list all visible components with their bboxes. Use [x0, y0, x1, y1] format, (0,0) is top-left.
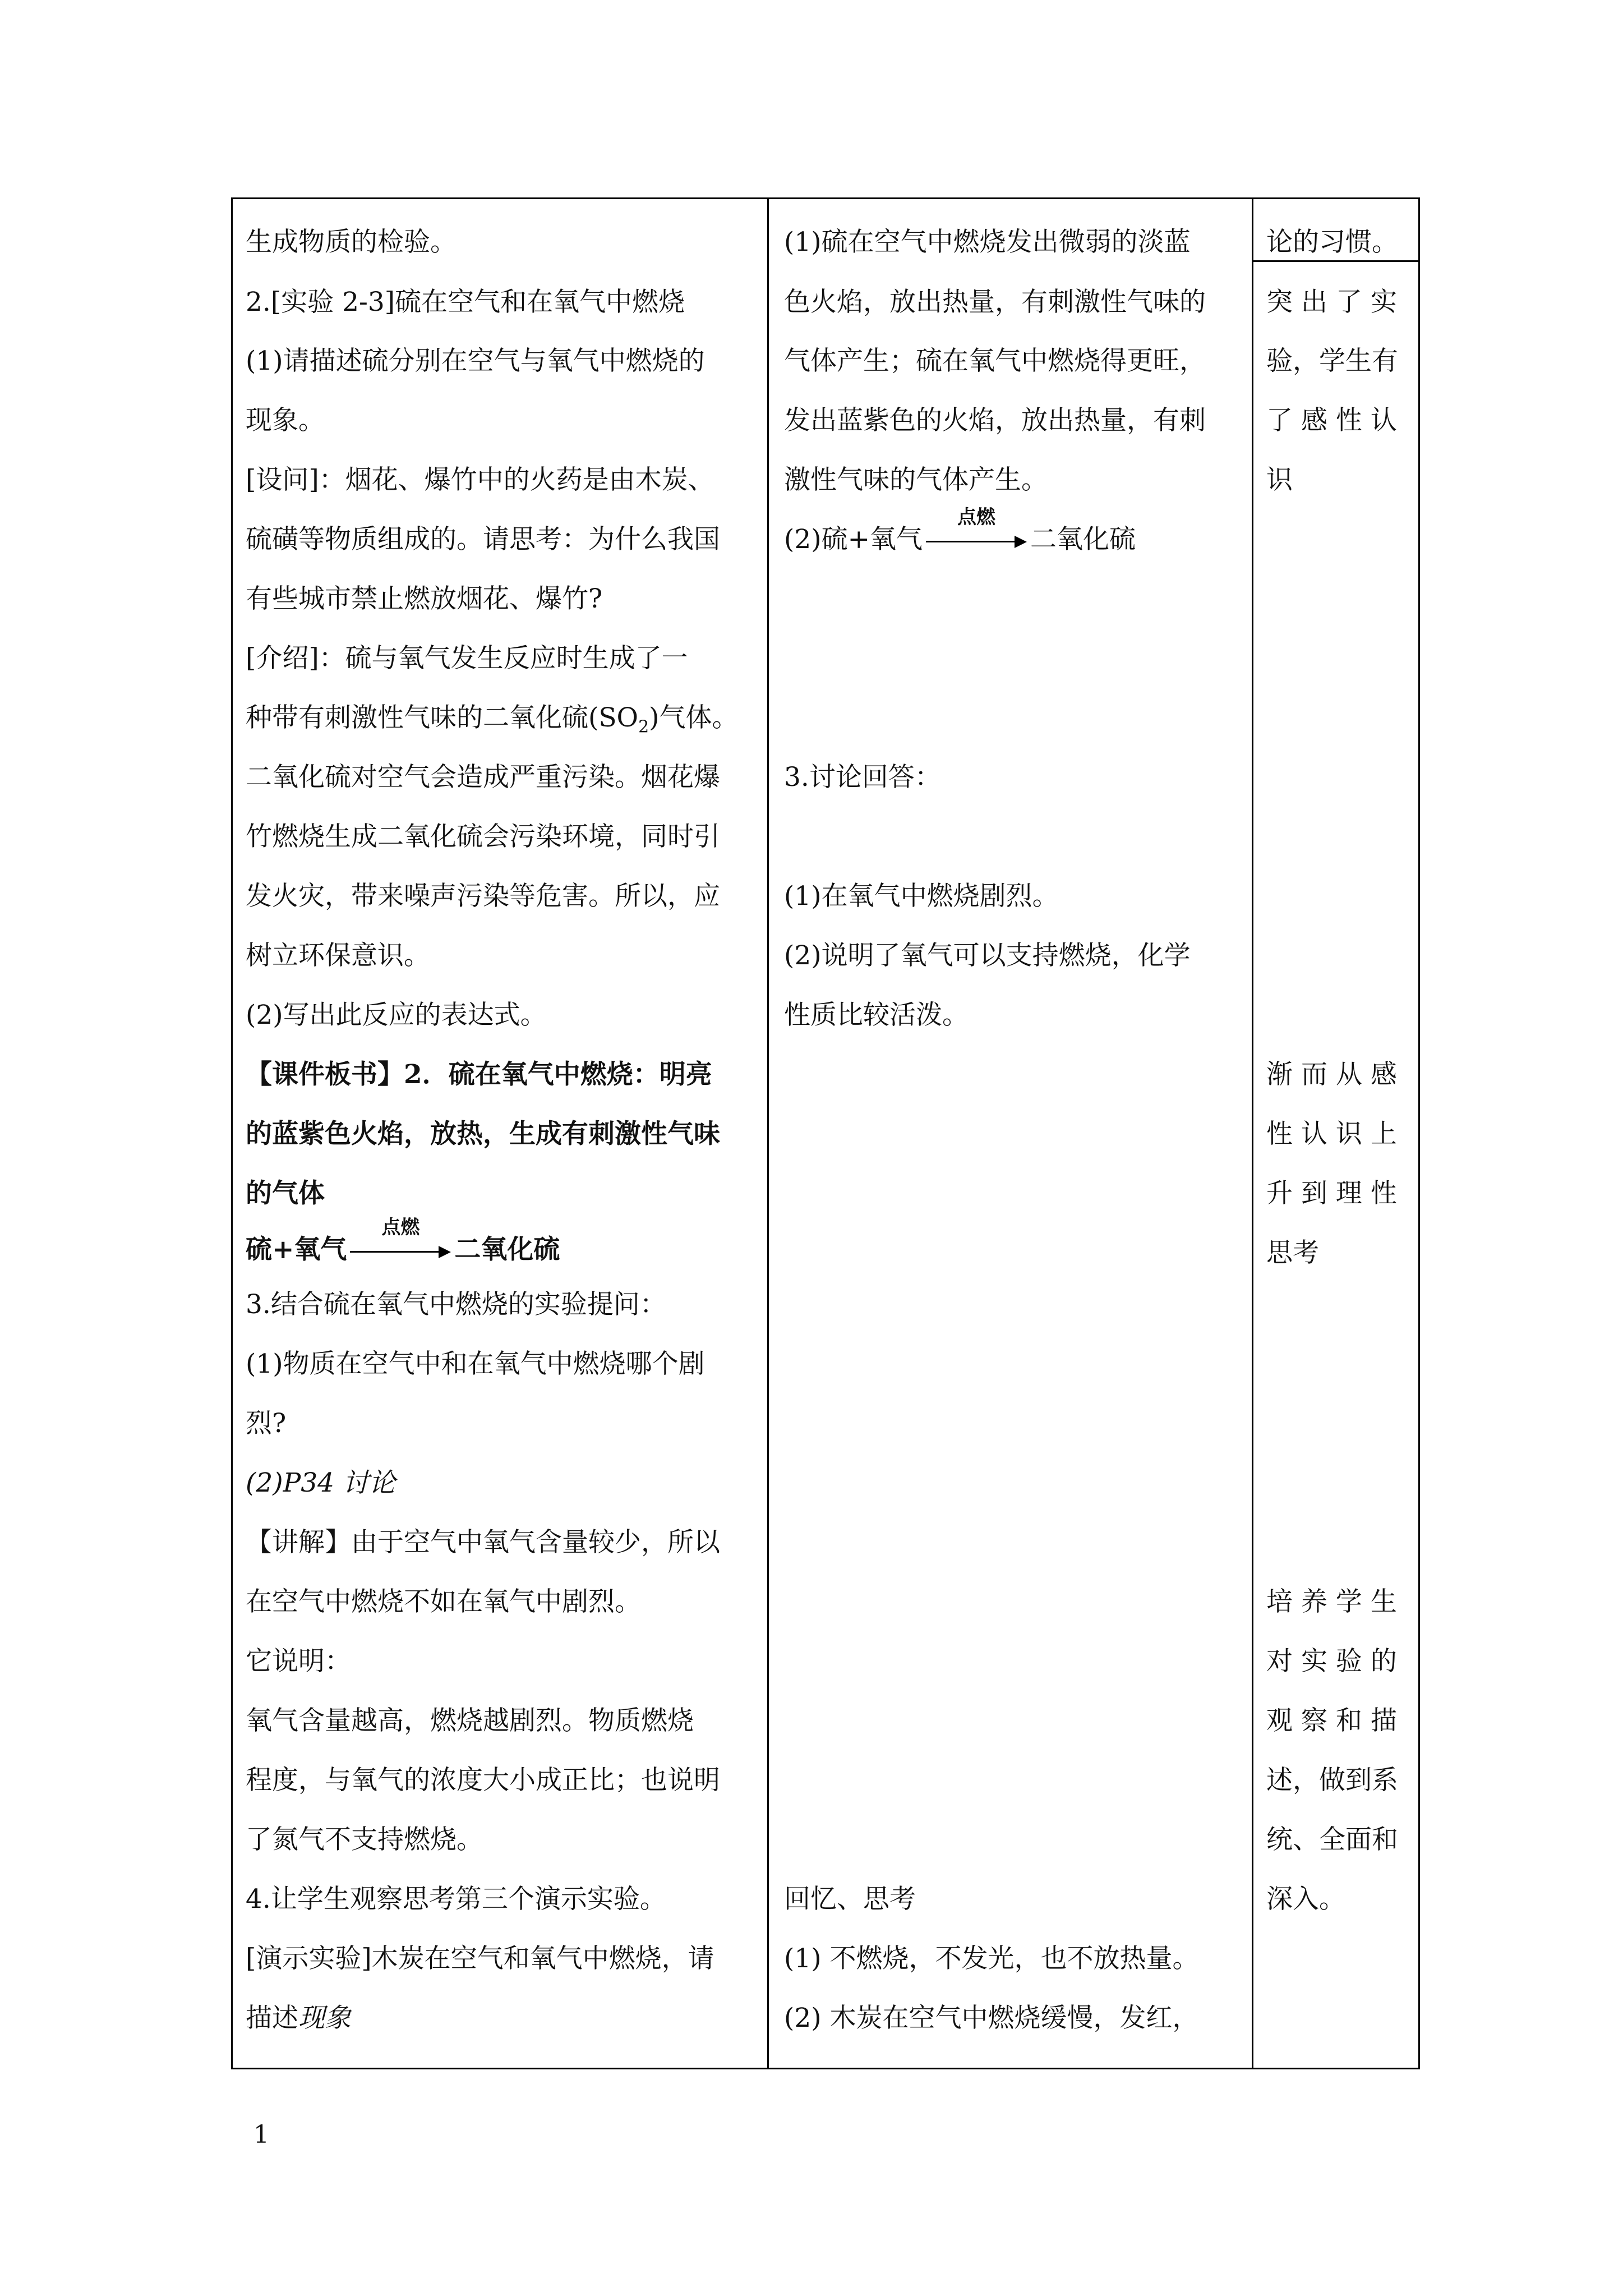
text-line: 生成物质的检验。 [246, 227, 457, 257]
text-line: 激性气味的气体产生。 [784, 464, 1048, 495]
text-line: (2)P34 讨论 [246, 1467, 395, 1498]
text-line: 气体产生；硫在氧气中燃烧得更旺， [784, 346, 1206, 376]
board-note-line: 【课件板书】2．硫在氧气中燃烧：明亮 [246, 1059, 712, 1090]
text-line: (2)说明了氧气可以支持燃烧，化学 [784, 940, 1191, 971]
reactants: 硫+氧气 [246, 1234, 347, 1265]
text-line: [设问]：烟花、爆竹中的火药是由木炭、 [246, 464, 714, 495]
text-line: 对 实 验 的 [1266, 1646, 1397, 1677]
text-line: 发出蓝紫色的火焰，放出热量，有刺 [784, 405, 1206, 436]
text-line: 识 [1266, 464, 1293, 495]
text-line: 它说明： [246, 1646, 351, 1677]
text-line: 渐 而 从 感 [1266, 1059, 1397, 1090]
page-number: 1 [253, 2120, 269, 2149]
text-line: 观 察 和 描 [1266, 1705, 1397, 1736]
table-border-top [231, 197, 1420, 199]
table-column-divider-1 [767, 197, 769, 2069]
reactants: (2)硫+氧气 [784, 524, 923, 555]
text-line: 程度，与氧气的浓度大小成正比；也说明 [246, 1765, 720, 1796]
text-span: 种带有刺激性气味的二氧化硫(SO [246, 702, 639, 733]
text-line: 发火灾，带来噪声污染等危害。所以，应 [246, 881, 720, 912]
text-line: 了 感 性 认 [1266, 405, 1397, 436]
text-line: (2)写出此反应的表达式。 [246, 1000, 547, 1030]
text-line: 4.让学生观察思考第三个演示实验。 [246, 1884, 666, 1915]
text-line: 培 养 学 生 [1266, 1586, 1397, 1617]
reaction-equation [246, 1216, 560, 1280]
table-column-divider-2 [1252, 197, 1253, 2069]
text-line: 二氧化硫对空气会造成严重污染。烟花爆 [246, 762, 720, 793]
board-note-line: 的蓝紫色火焰，放热，生成有刺激性气味 [246, 1119, 720, 1149]
text-line: 深入。 [1266, 1884, 1345, 1915]
text-line: [介绍]：硫与氧气发生反应时生成了一 [246, 643, 688, 674]
text-line: 2.[实验 2-3]硫在空气和在氧气中燃烧 [246, 287, 685, 318]
board-note-line: 的气体 [246, 1178, 325, 1209]
text-line: 树立环保意识。 [246, 940, 430, 971]
text-line: 思考 [1266, 1237, 1319, 1268]
text-line [246, 1988, 351, 2048]
text-line: 3.结合硫在氧气中燃烧的实验提问： [246, 1289, 666, 1320]
text-line: 现象。 [246, 405, 325, 436]
text-line: (2) 木炭在空气中燃烧缓慢，发红， [784, 2003, 1199, 2033]
text-span: 描述 [246, 2003, 298, 2033]
reaction-equation [784, 506, 1136, 569]
text-line: 色火焰，放出热量，有刺激性气味的 [784, 287, 1206, 318]
text-line: [演示实验]木炭在空气和氧气中燃烧，请 [246, 1943, 714, 1974]
text-line: 在空气中燃烧不如在氧气中剧烈。 [246, 1586, 641, 1617]
subscript: 2 [638, 717, 649, 737]
reaction-condition: 点燃 [381, 1216, 420, 1239]
text-line [246, 688, 739, 757]
reaction-arrow-icon [926, 506, 1027, 550]
text-line: (1)物质在空气中和在氧气中燃烧哪个剧 [246, 1349, 705, 1379]
reaction-arrow-icon [350, 1216, 451, 1260]
table-border-left [231, 197, 233, 2069]
text-line: 升 到 理 性 [1266, 1178, 1397, 1209]
text-line: (1)请描述硫分别在空气与氧气中燃烧的 [246, 346, 705, 376]
text-line: 烈? [246, 1408, 287, 1439]
table-border-right [1418, 197, 1420, 2069]
table-border-bottom [231, 2068, 1420, 2069]
text-line: 有些城市禁止燃放烟花、爆竹? [246, 583, 603, 614]
text-line: 3.讨论回答： [784, 762, 941, 793]
text-line: 竹燃烧生成二氧化硫会污染环境，同时引 [246, 821, 720, 852]
text-line: 论的习惯。 [1266, 227, 1398, 257]
text-line: 【讲解】由于空气中氧气含量较少，所以 [246, 1527, 720, 1558]
text-line: (1)在氧气中燃烧剧烈。 [784, 881, 1059, 912]
product: 二氧化硫 [454, 1234, 560, 1265]
text-line: (1)硫在空气中燃烧发出微弱的淡蓝 [784, 227, 1191, 257]
text-line: (1) 不燃烧，不发光，也不放热量。 [784, 1943, 1199, 1974]
text-line: 了氮气不支持燃烧。 [246, 1824, 483, 1855]
text-line: 验，学生有 [1266, 346, 1398, 376]
reaction-condition: 点燃 [957, 506, 995, 528]
text-span: )气体。 [649, 702, 739, 733]
product: 二氧化硫 [1030, 524, 1136, 555]
text-line: 氧气含量越高，燃烧越剧烈。物质燃烧 [246, 1705, 694, 1736]
text-line: 突 出 了 实 [1266, 287, 1397, 318]
text-line: 性 认 识 上 [1266, 1119, 1397, 1149]
text-line: 述，做到系 [1266, 1765, 1398, 1796]
text-line: 回忆、思考 [784, 1884, 916, 1915]
text-span: 现象 [298, 2003, 351, 2033]
text-line: 硫磺等物质组成的。请思考：为什么我国 [246, 524, 720, 555]
text-line: 性质比较活泼。 [784, 1000, 969, 1030]
text-line: 统、全面和 [1266, 1824, 1398, 1855]
